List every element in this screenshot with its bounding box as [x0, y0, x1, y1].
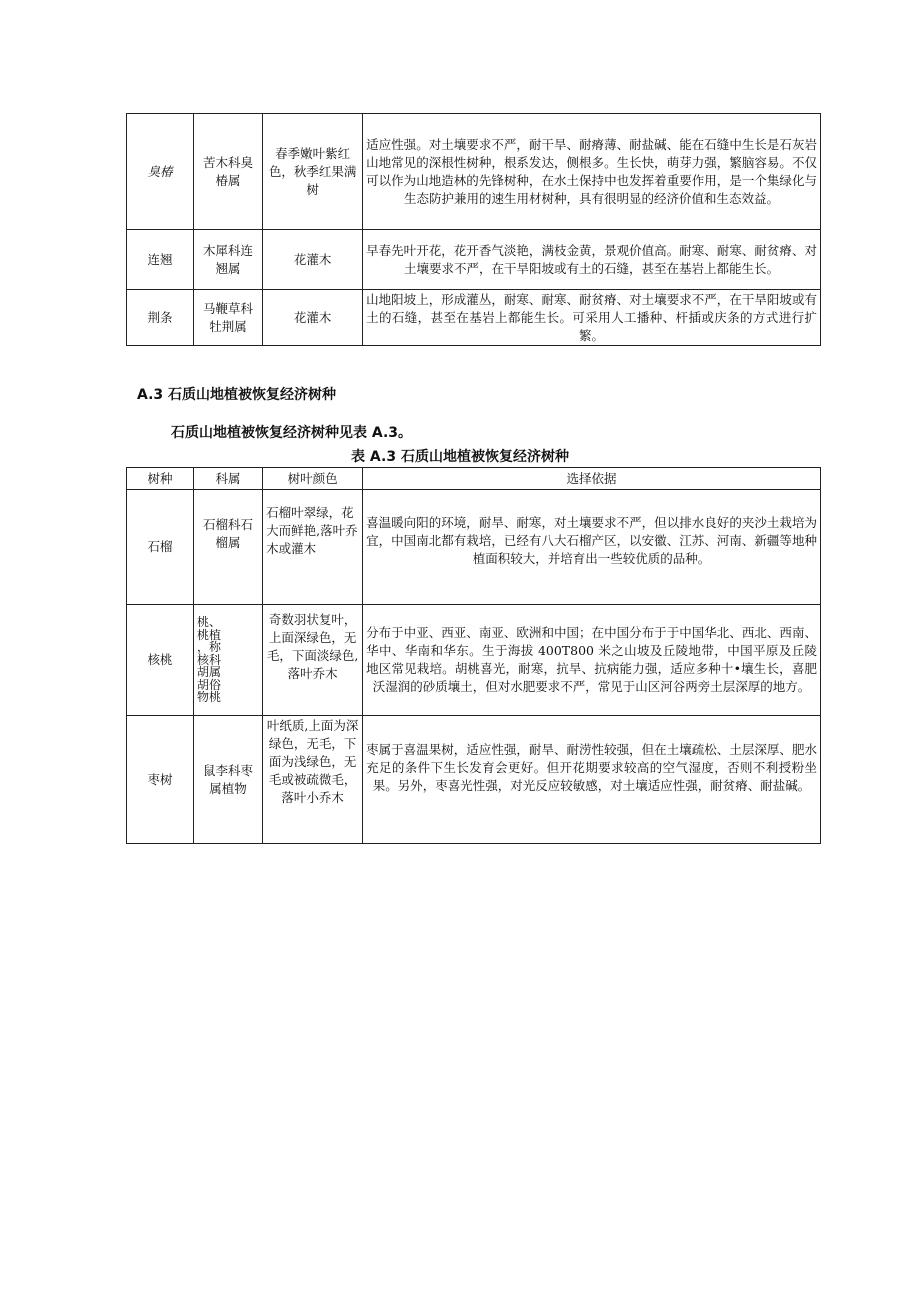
- species-cell: 枣树: [127, 716, 194, 844]
- leaf-color-cell: 奇数羽状复叶，上面深绿色，无毛，下面淡绿色,落叶乔木: [263, 605, 363, 716]
- basis-cell: 适应性强。对土壤要求不严，耐干旱、耐瘠薄、耐盐碱、能在石缝中生长是石灰岩山地常见的深根性树种，根系发达，侧根多。生长快，萌芽力强，繁脑容易。不仅可以作为山地造林的先锋树种，在水土保持中也发挥着重要作用，是一个集绿化与生态防护兼用的速生用材树种，具有很明显的经济价值和生态效益。: [363, 114, 821, 230]
- family-cell: 鼠李科枣属植物: [194, 716, 263, 844]
- section-heading: A.3 石质山地植被恢复经济树种: [137, 387, 337, 403]
- family-cell: 马鞭草科牡荆属: [194, 290, 263, 346]
- leaf-color-cell: 春季嫩叶紫红色，秋季红果满树: [263, 114, 363, 230]
- basis-cell: 山地阳坡上，形成灌丛，耐寒、耐寒、耐贫瘠、对土壤要求不严，在干旱阳坡或有土的石缝，甚至在基岩上都能生长。可采用人工播种、杆插或庆条的方式进行扩繁。: [363, 290, 821, 346]
- family-cell: 苦木科臭椿属: [194, 114, 263, 230]
- species-cell: 石榴: [127, 490, 194, 605]
- basis-cell: 早春先叶开花，花开香气淡艳，满枝金黄，景观价值高。耐寒、耐寒、耐贫瘠、对土壤要求不严，在干旱阳坡或有土的石缝，甚至在基岩上都能生长。: [363, 230, 821, 290]
- leaf-color-cell: 花灌木: [263, 290, 363, 346]
- table-row: [127, 114, 821, 230]
- column-header: 树叶颜色: [263, 468, 363, 490]
- table-caption: 表 A.3 石质山地植被恢复经济树种: [351, 449, 569, 465]
- table-continued: [126, 113, 821, 346]
- column-header: 科属: [194, 468, 263, 490]
- basis-cell: 枣属于喜温果树，适应性强，耐旱、耐涝性较强，但在土壤疏松、土层深厚、肥水充足的条件下生长发育会更好。但开花期要求较高的空气湿度，否则不利授粉坐果。另外，枣喜光性强，对光反应较敏感，对土壤适应性强，耐贫瘠、耐盐碱。: [363, 716, 821, 844]
- species-cell: 连翘: [127, 230, 194, 290]
- section-paragraph: 石质山地植被恢复经济树种见表 A.3。: [171, 425, 413, 441]
- column-header: 选择依据: [363, 468, 821, 490]
- table-row: [127, 290, 821, 346]
- leaf-color-cell: 石榴叶翠绿，花大而鲜艳,落叶乔木或灌木: [263, 490, 363, 605]
- table-row: [127, 605, 821, 716]
- basis-cell: 喜温暖向阳的环境，耐旱、耐寒，对土壤要求不严，但以排水良好的夹沙土栽培为宜，中国南北都有栽培，已经有八大石榴产区，以安徽、江苏、河南、新疆等地种植面积较大，并培育出一些较优质的品种。: [363, 490, 821, 605]
- basis-cell: 分布于中亚、西亚、南亚、欧洲和中国；在中国分布于于中国华北、西北、西南、华中、华南和华东。生于海拔 400T800 米之山坡及丘陵地带，中国平原及丘陵地区常见栽培。胡桃喜光，耐寒，抗旱、抗病能力强，适应多种十•壤生长，喜肥沃湿润的砂质壤土，但对水肥要求不严，常见于山区河谷两旁土层深厚的地方。: [363, 605, 821, 716]
- leaf-color-cell: 花灌木: [263, 230, 363, 290]
- species-cell: 核桃: [127, 605, 194, 716]
- table-row: [127, 230, 821, 290]
- species-cell: 臭椿: [127, 114, 194, 230]
- family-cell: 木犀科连翘属: [194, 230, 263, 290]
- column-header: 树种: [127, 468, 194, 490]
- leaf-color-cell: 叶纸质,上面为深绿色，无毛，下面为浅绿色，无毛或被疏微毛，落叶小乔木: [263, 716, 363, 844]
- header-row: [127, 468, 821, 490]
- table-row: [127, 716, 821, 844]
- table-row: [127, 490, 821, 605]
- economic-species-table: [126, 467, 821, 844]
- family-cell: 石榴科石榴属: [194, 490, 263, 605]
- species-cell: 荆条: [127, 290, 194, 346]
- family-cell: 桃、 桃植 ，称 核科 胡属 胡俗 物桃: [194, 605, 263, 716]
